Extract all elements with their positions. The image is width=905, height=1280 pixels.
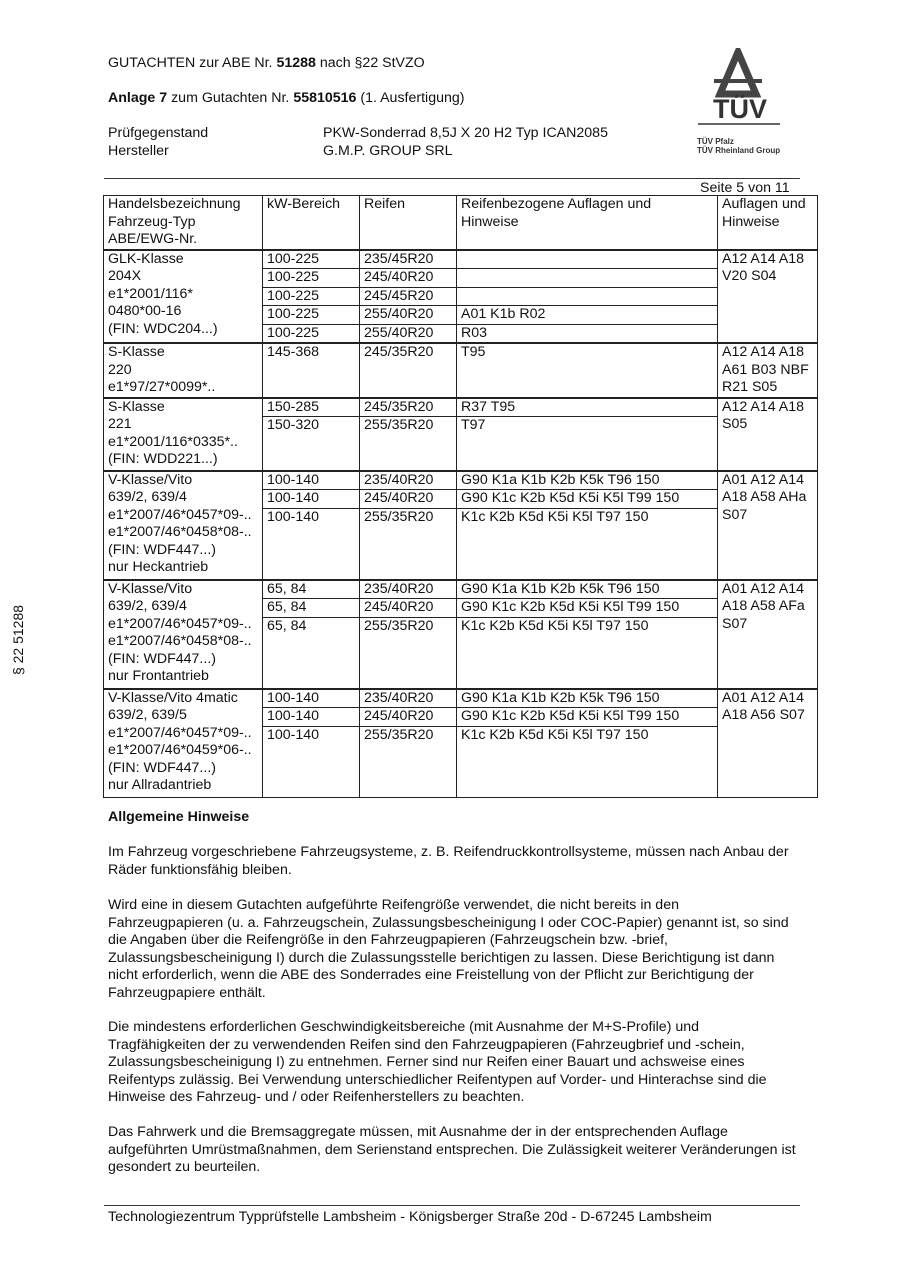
tyre-notes-cell: R03 bbox=[457, 324, 718, 343]
subject-value: PKW-Sonderrad 8,5J X 20 H2 Typ ICAN2085 bbox=[323, 125, 608, 141]
tyre-notes-cell: G90 K1c K2b K5d K5i K5l T99 150 bbox=[457, 490, 718, 509]
kw-cell: 100-225 bbox=[263, 306, 360, 325]
tyre-cell: 235/40R20 bbox=[360, 471, 457, 490]
logo-text: TÜV bbox=[713, 94, 767, 124]
kw-cell: 145-368 bbox=[263, 343, 360, 398]
tyre-cell: 255/35R20 bbox=[360, 726, 457, 797]
tyre-cell: 245/35R20 bbox=[360, 398, 457, 417]
tyre-notes-cell bbox=[457, 287, 718, 306]
header-line-2 bbox=[108, 90, 464, 106]
report-number: 55810516 bbox=[293, 90, 357, 106]
notes-cell: A12 A14 A18 A61 B03 NBF R21 S05 bbox=[718, 343, 818, 398]
vehicle-cell: S-Klasse 221 e1*2001/116*0335*.. (FIN: WDD221...) bbox=[104, 398, 263, 471]
header-line-1 bbox=[108, 55, 425, 71]
tyre-cell: 255/35R20 bbox=[360, 617, 457, 689]
header-suffix: nach §22 StVZO bbox=[315, 55, 425, 71]
logo-subtitle bbox=[697, 137, 780, 155]
notes-cell: A12 A14 A18 S05 bbox=[718, 398, 818, 471]
tyre-notes-cell bbox=[457, 250, 718, 269]
tyre-cell: 245/35R20 bbox=[360, 343, 457, 398]
table-row bbox=[104, 689, 818, 708]
kw-cell: 150-285 bbox=[263, 398, 360, 417]
header-rule bbox=[104, 178, 800, 179]
tyre-notes-cell: T95 bbox=[457, 343, 718, 398]
general-paragraph: Wird eine in diesem Gutachten aufgeführte Reifengröße verwendet, die nicht bereits in den Fahrzeugpapieren (u. a. Fahrzeugschein, Zulassungsbescheinigung I oder COC-Papier) genannt ist, so sind die Angaben über die Reifengröße in den Fahrzeugpapieren (Fahrzeugschein bzw. -brief, Zulassungsbescheinigung I) durch die Zulassungsstelle berichtigen zu lassen. Diese Berichtigung ist dann nicht erforderlich, wenn die ABE des Sonderrades eine Freistellung von der Pflicht zur Berichtigung der Fahrzeugpapiere enthält. bbox=[108, 897, 789, 1001]
kw-cell: 100-140 bbox=[263, 726, 360, 797]
general-paragraph: Die mindestens erforderlichen Geschwindigkeitsbereiche (mit Ausnahme der M+S-Profile) und Tragfähigkeiten der zu verwendenden Reifen sind den Fahrzeugpapieren (Fahrzeugbrief und -schein, Zulassungsbescheinigung I) zu entnehmen. Ferner sind nur Reifen einer Bauart und achsweise eines Reifentyps zulässig. Bei Verwendung unterschiedlicher Reifentypen auf Vorder- und Hinterachse sind die Hinweise des Fahrzeug- und / oder Reifenherstellers zu beachten. bbox=[108, 1019, 767, 1105]
annex-suffix: (1. Ausfertigung) bbox=[356, 90, 465, 106]
notes-cell: A01 A12 A14 A18 A58 AFa S07 bbox=[718, 580, 818, 689]
tyre-notes-cell: G90 K1a K1b K2b K5k T96 150 bbox=[457, 580, 718, 599]
tyre-notes-cell: K1c K2b K5d K5i K5l T97 150 bbox=[457, 726, 718, 797]
general-title: Allgemeine Hinweise bbox=[108, 809, 250, 825]
footer-address: Technologiezentrum Typprüfstelle Lambsheim - Königsberger Straße 20d - D-67245 Lambsheim bbox=[108, 1209, 712, 1225]
general-paragraph: Im Fahrzeug vorgeschriebene Fahrzeugsysteme, z. B. Reifendruckkontrollsysteme, müssen nach Anbau der Räder funktionsfähig bleiben. bbox=[108, 844, 789, 878]
tyre-cell: 245/40R20 bbox=[360, 599, 457, 618]
header-cell: kW-Bereich bbox=[263, 196, 360, 250]
kw-cell: 100-140 bbox=[263, 508, 360, 580]
page-number: Seite 5 von 11 bbox=[700, 180, 790, 196]
vehicle-cell: V-Klasse/Vito 4matic 639/2, 639/5 e1*2007/46*0457*09-.. e1*2007/46*0459*06-.. (FIN: WDF447...) nur Allradantrieb bbox=[104, 689, 263, 798]
kw-cell: 100-225 bbox=[263, 324, 360, 343]
tyre-cell: 245/40R20 bbox=[360, 269, 457, 288]
tyre-table bbox=[103, 195, 818, 798]
side-stamp: § 22 51288 bbox=[10, 604, 26, 676]
kw-cell: 100-140 bbox=[263, 490, 360, 509]
tyre-cell: 235/40R20 bbox=[360, 580, 457, 599]
tyre-notes-cell: K1c K2b K5d K5i K5l T97 150 bbox=[457, 617, 718, 689]
tyre-cell: 245/40R20 bbox=[360, 490, 457, 509]
tyre-notes-cell: G90 K1c K2b K5d K5i K5l T99 150 bbox=[457, 599, 718, 618]
tyre-cell: 255/35R20 bbox=[360, 508, 457, 580]
table-row bbox=[104, 250, 818, 269]
tyre-notes-cell: R37 T95 bbox=[457, 398, 718, 417]
tyre-cell: 245/40R20 bbox=[360, 708, 457, 727]
tyre-cell: 235/40R20 bbox=[360, 689, 457, 708]
header-cell: Reifenbezogene Auflagen und Hinweise bbox=[457, 196, 718, 250]
kw-cell: 100-225 bbox=[263, 250, 360, 269]
vehicle-cell: V-Klasse/Vito 639/2, 639/4 e1*2007/46*0457*09-.. e1*2007/46*0458*08-.. (FIN: WDF447...) nur Heckantrieb bbox=[104, 471, 263, 580]
tyre-notes-cell bbox=[457, 269, 718, 288]
kw-cell: 65, 84 bbox=[263, 580, 360, 599]
header-cell: Reifen bbox=[360, 196, 457, 250]
kw-cell: 65, 84 bbox=[263, 599, 360, 618]
kw-cell: 100-140 bbox=[263, 689, 360, 708]
kw-cell: 100-140 bbox=[263, 708, 360, 727]
kw-cell: 65, 84 bbox=[263, 617, 360, 689]
tyre-notes-cell: G90 K1a K1b K2b K5k T96 150 bbox=[457, 689, 718, 708]
tyre-notes-cell: G90 K1c K2b K5d K5i K5l T99 150 bbox=[457, 708, 718, 727]
kw-cell: 100-225 bbox=[263, 287, 360, 306]
header-prefix: GUTACHTEN zur ABE Nr. bbox=[108, 55, 277, 71]
table-row bbox=[104, 471, 818, 490]
subject-label: Prüfgegenstand bbox=[108, 125, 209, 141]
kw-cell: 100-140 bbox=[263, 471, 360, 490]
abe-number: 51288 bbox=[276, 55, 316, 71]
notes-cell: A01 A12 A14 A18 A58 AHa S07 bbox=[718, 471, 818, 580]
kw-cell: 150-320 bbox=[263, 417, 360, 471]
maker-label: Hersteller bbox=[108, 143, 169, 159]
vehicle-cell: GLK-Klasse 204X e1*2001/116* 0480*00-16 (FIN: WDC204...) bbox=[104, 250, 263, 344]
tyre-notes-cell: T97 bbox=[457, 417, 718, 471]
table-row bbox=[104, 343, 818, 398]
notes-cell: A01 A12 A14 A18 A56 S07 bbox=[718, 689, 818, 798]
tyre-cell: 245/45R20 bbox=[360, 287, 457, 306]
annex-mid: zum Gutachten Nr. bbox=[167, 90, 294, 106]
footer-rule bbox=[104, 1205, 800, 1206]
annex-label: Anlage 7 bbox=[108, 90, 168, 106]
general-paragraph: Das Fahrwerk und die Bremsaggregate müssen, mit Ausnahme der in der entsprechenden Auflage aufgeführten Umrüstmaßnahmen, dem Serienstand entsprechen. Die Zulässigkeit weiterer Veränderungen ist gesondert zu beurteilen. bbox=[108, 1124, 796, 1175]
tyre-notes-cell: K1c K2b K5d K5i K5l T97 150 bbox=[457, 508, 718, 580]
logo-sub-1: TÜV Pfalz bbox=[697, 137, 734, 146]
table-row bbox=[104, 398, 818, 417]
header-cell: Auflagen und Hinweise bbox=[718, 196, 818, 250]
table-header-row bbox=[104, 196, 818, 250]
vehicle-cell: V-Klasse/Vito 639/2, 639/4 e1*2007/46*0457*09-.. e1*2007/46*0458*08-.. (FIN: WDF447...) nur Frontantrieb bbox=[104, 580, 263, 689]
table-row bbox=[104, 580, 818, 599]
tyre-cell: 235/45R20 bbox=[360, 250, 457, 269]
tyre-notes-cell: A01 K1b R02 bbox=[457, 306, 718, 325]
tyre-cell: 255/35R20 bbox=[360, 417, 457, 471]
tyre-cell: 255/40R20 bbox=[360, 324, 457, 343]
maker-value: G.M.P. GROUP SRL bbox=[323, 143, 453, 159]
tyre-notes-cell: G90 K1a K1b K2b K5k T96 150 bbox=[457, 471, 718, 490]
notes-cell: A12 A14 A18 V20 S04 bbox=[718, 250, 818, 344]
kw-cell: 100-225 bbox=[263, 269, 360, 288]
header-cell: Handelsbezeichnung Fahrzeug-Typ ABE/EWG-Nr. bbox=[104, 196, 263, 250]
tyre-cell: 255/40R20 bbox=[360, 306, 457, 325]
vehicle-cell: S-Klasse 220 e1*97/27*0099*.. bbox=[104, 343, 263, 398]
logo-sub-2: TÜV Rheinland Group bbox=[697, 146, 781, 155]
